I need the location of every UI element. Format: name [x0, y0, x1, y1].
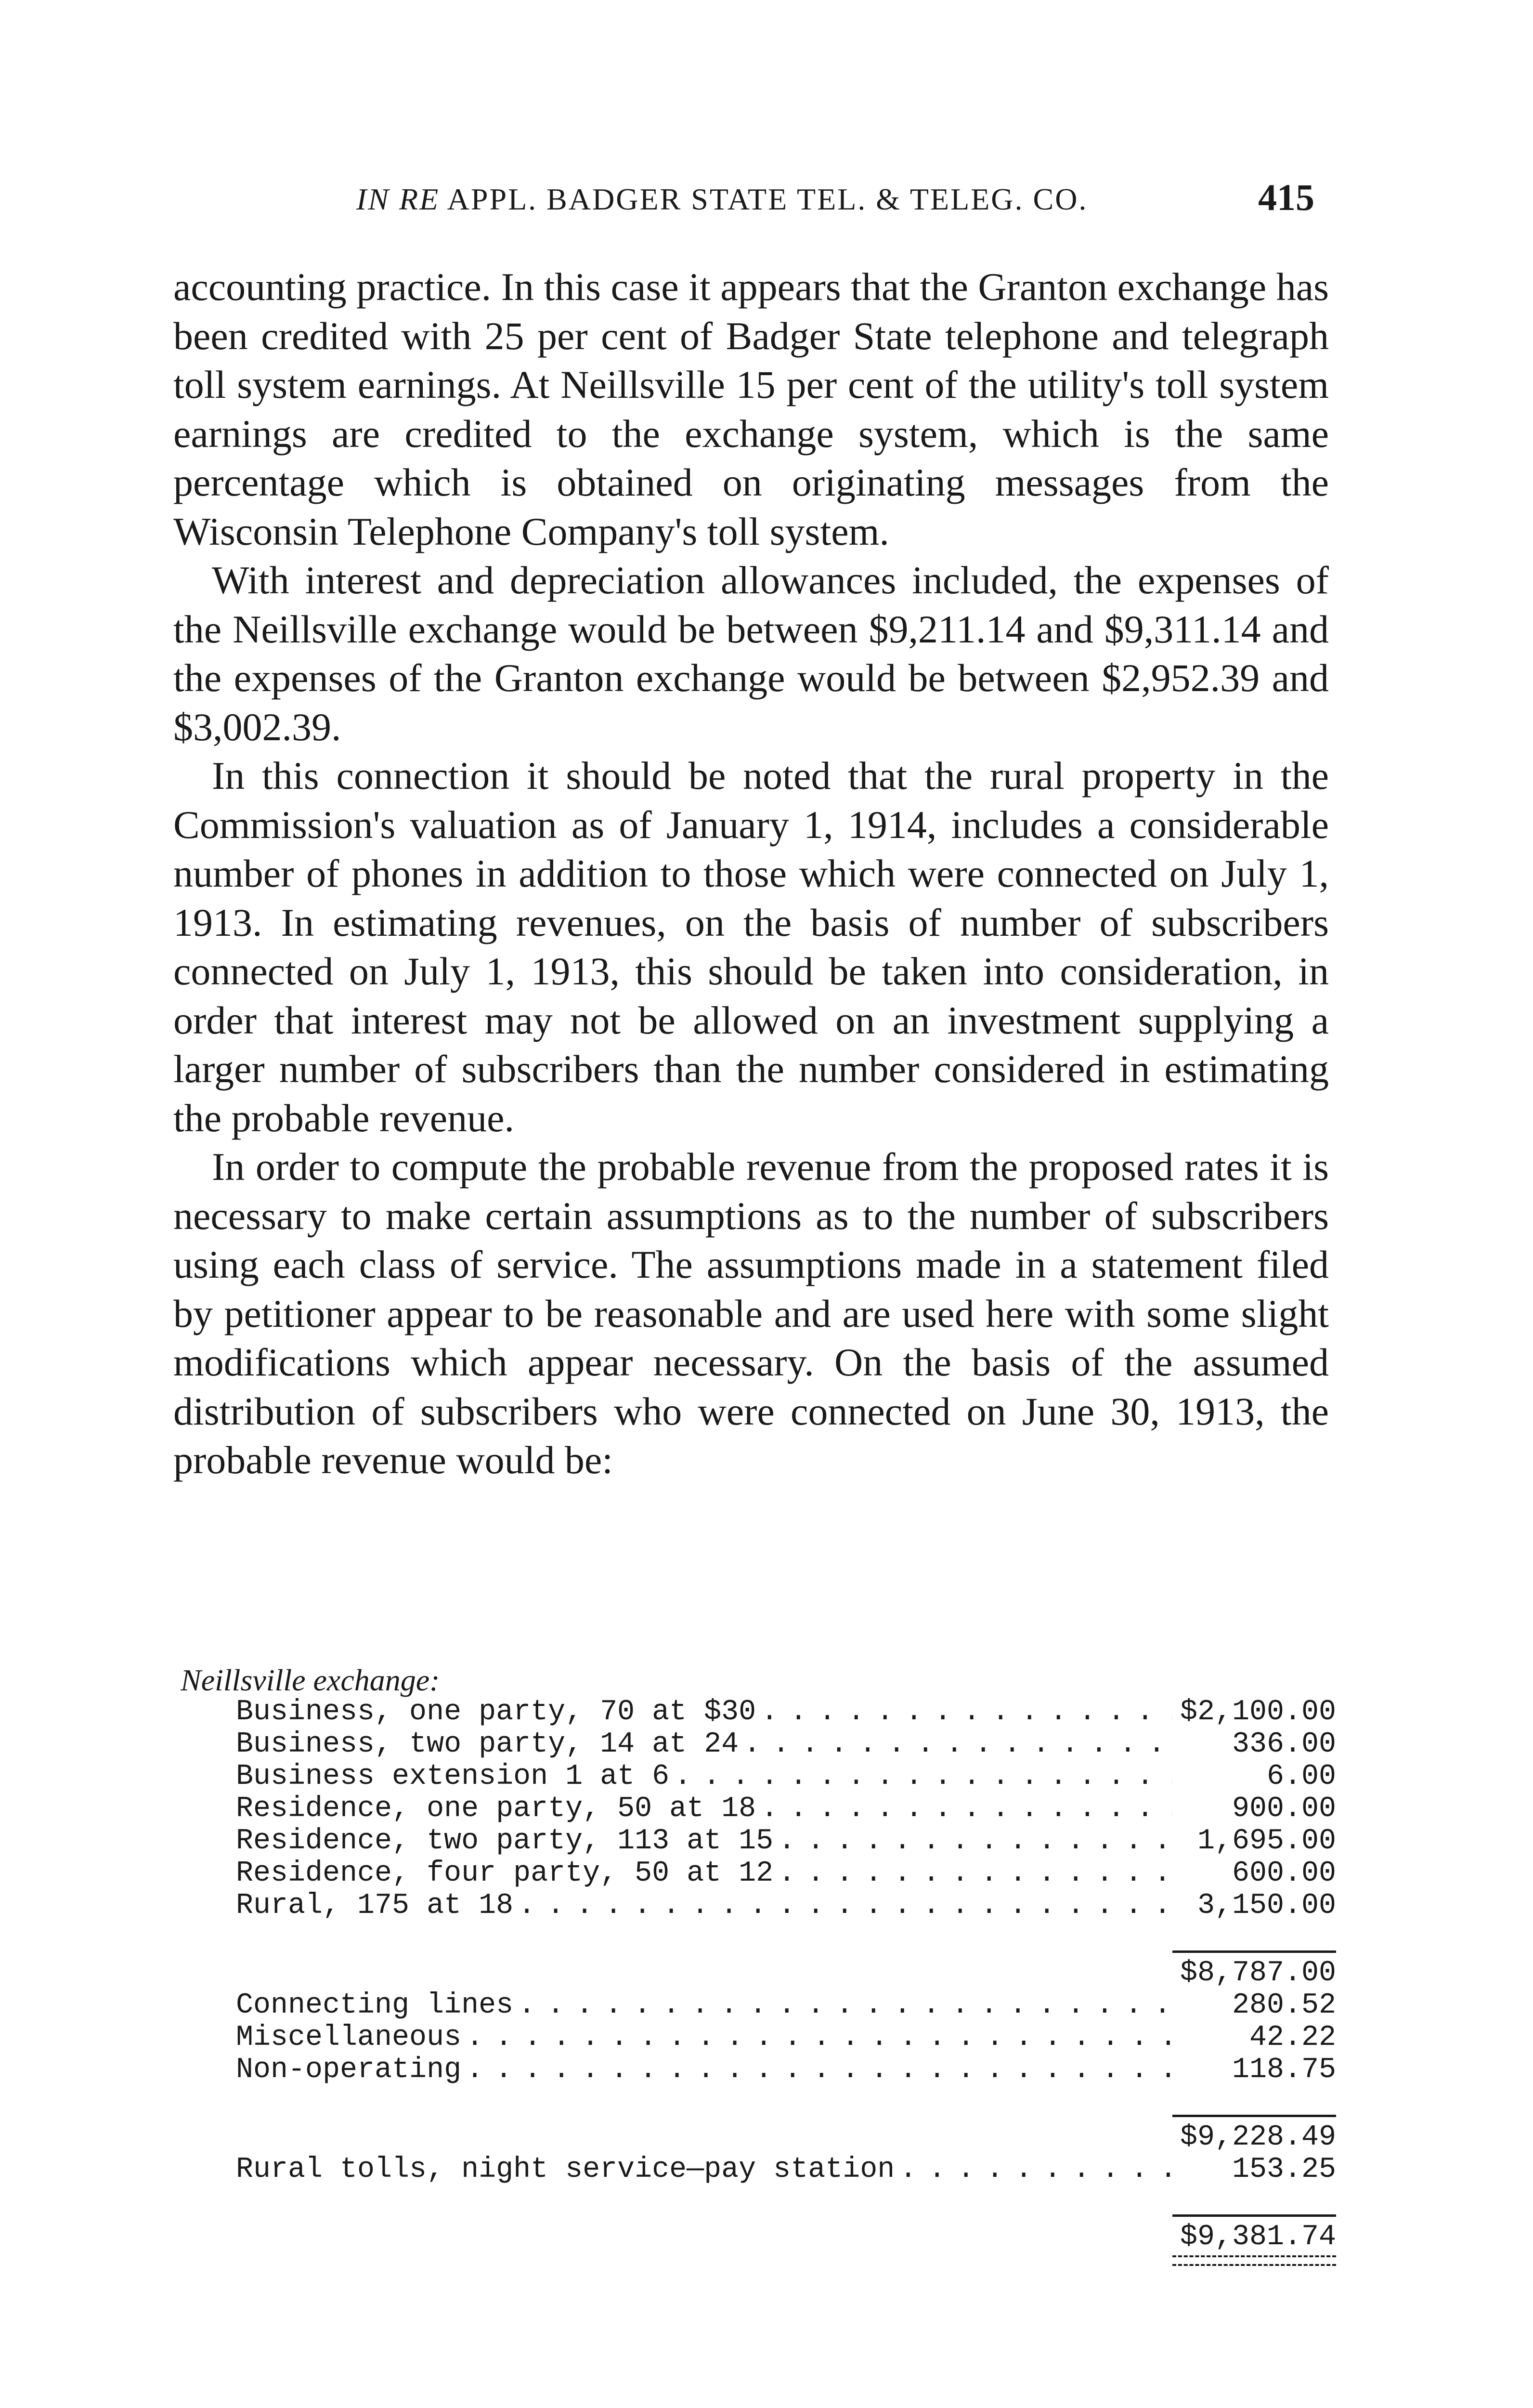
revenue-row-label: Rural, 175 at 18	[236, 1889, 514, 1922]
paragraph: In order to compute the probable revenue from the proposed rates it is necessary to make certain assumptions as to the number of subscribers using each class of service. The assumptions made in a statement filed by petitioner appear to be reasonable and are used here with some slight modifications which appear necessary. On the basis of the assumed distribution of subscribers who were connected on June 30, 1913, the probable revenue would be:	[173, 1145, 1329, 1482]
dot-leader	[761, 1696, 1172, 1728]
double-rule-wrap	[181, 2253, 1336, 2268]
dot-leader	[899, 2154, 1172, 2186]
dot-leader	[778, 1825, 1172, 1858]
revenue-row	[181, 1890, 1336, 1922]
revenue-row	[181, 1696, 1336, 1728]
total-amount: $9,381.74	[1180, 2221, 1336, 2253]
subtotal-amount: $8,787.00	[1180, 1957, 1336, 1989]
revenue-row-amount: 153.25	[1232, 2153, 1336, 2186]
total-row	[181, 2221, 1336, 2253]
running-head-title: APPL. BADGER STATE TEL. & TELEG. CO.	[440, 182, 1088, 216]
subtotal-row	[181, 1957, 1336, 1989]
revenue-row-label: Connecting lines	[236, 1989, 514, 2022]
revenue-row	[181, 2054, 1336, 2086]
revenue-row-amount: 600.00	[1232, 1857, 1336, 1890]
spacer	[181, 2086, 1336, 2108]
paragraph: With interest and depreciation allowances included, the expenses of the Neillsville exchange would be between $9,211.14 and $9,311.14 and the expenses of the Granton exchange would be between $2,952.39 and $3,002.39.	[173, 558, 1329, 749]
total-rule-wrap	[181, 2208, 1336, 2221]
subtotal-rule-wrap	[181, 1944, 1336, 1957]
revenue-row	[181, 2154, 1336, 2186]
revenue-row-amount: 280.52	[1232, 1989, 1336, 2022]
paragraph: accounting practice. In this case it appears that the Granton exchange has been credited with 25 per cent of Badger State telephone and telegraph toll system earnings. At Neillsville 15 per cent of the utility's toll system earnings are credited to the exchange system, which is the same percentage which is obtained on originating messages from the Wisconsin Telephone Company's toll system.	[173, 265, 1329, 553]
subtotal-amount: $9,228.49	[1180, 2121, 1336, 2154]
revenue-row-label: Miscellaneous	[236, 2021, 462, 2054]
revenue-row-amount: 336.00	[1232, 1728, 1336, 1761]
dot-leader	[518, 1989, 1172, 2022]
revenue-row-label: Residence, one party, 50 at 18	[236, 1793, 756, 1825]
revenue-row-amount: 1,695.00	[1197, 1825, 1336, 1858]
double-rule	[1172, 2255, 1336, 2266]
revenue-row-label: Business extension 1 at 6	[236, 1760, 670, 1793]
subtotal-rule	[1172, 2115, 1336, 2117]
dot-leader	[674, 1761, 1172, 1793]
revenue-row	[181, 1793, 1336, 1825]
revenue-row-amount: 900.00	[1232, 1793, 1336, 1825]
paragraph: In this connection it should be noted that the rural property in the Commission's valuation as of January 1, 1914, includes a considerable number of phones in addition to those which were connected on July 1, 1913. In estimating revenues, on the basis of number of subscribers connected on July 1, 1913, this should be taken into consideration, in order that interest may not be allowed on an investment supplying a larger number of subscribers than the number considered in estimating the probable revenue.	[173, 754, 1329, 1140]
revenue-row-amount: 118.75	[1232, 2054, 1336, 2086]
subtotal-rule-wrap	[181, 2108, 1336, 2121]
spacer	[181, 1922, 1336, 1944]
revenue-table-heading: Neillsville exchange:	[181, 1663, 440, 1697]
page-number: 415	[1258, 176, 1314, 218]
body-text	[173, 262, 1329, 1485]
revenue-table	[181, 1664, 1336, 2268]
revenue-row	[181, 1728, 1336, 1761]
dot-leader	[778, 1858, 1172, 1890]
dot-leader	[761, 1793, 1172, 1825]
revenue-row	[181, 1858, 1336, 1890]
subtotal-rule	[1172, 1950, 1336, 1953]
dot-leader	[518, 1890, 1172, 1922]
subtotal-row	[181, 2121, 1336, 2154]
total-rule	[1172, 2214, 1336, 2217]
revenue-row	[181, 1989, 1336, 2022]
revenue-row-label: Business, one party, 70 at $30	[236, 1696, 756, 1728]
dot-leader	[743, 1728, 1172, 1761]
revenue-row-label: Rural tolls, night service—pay station	[236, 2153, 895, 2186]
revenue-row	[181, 1825, 1336, 1858]
revenue-row-amount: 6.00	[1266, 1760, 1336, 1793]
revenue-row-label: Non-operating	[236, 2054, 462, 2086]
revenue-row	[181, 2022, 1336, 2054]
dot-leader	[466, 2022, 1172, 2054]
revenue-row	[181, 1761, 1336, 1793]
revenue-row-label: Residence, two party, 113 at 15	[236, 1825, 774, 1858]
dot-leader	[466, 2054, 1172, 2086]
revenue-row-amount: $2,100.00	[1180, 1696, 1336, 1728]
running-head-case-prefix: IN RE	[356, 182, 440, 216]
revenue-row-amount: 3,150.00	[1197, 1889, 1336, 1922]
revenue-row-label: Residence, four party, 50 at 12	[236, 1857, 774, 1890]
running-head	[356, 182, 1088, 217]
revenue-row-amount: 42.22	[1249, 2021, 1336, 2054]
revenue-row-label: Business, two party, 14 at 24	[236, 1728, 739, 1761]
spacer	[181, 2186, 1336, 2208]
